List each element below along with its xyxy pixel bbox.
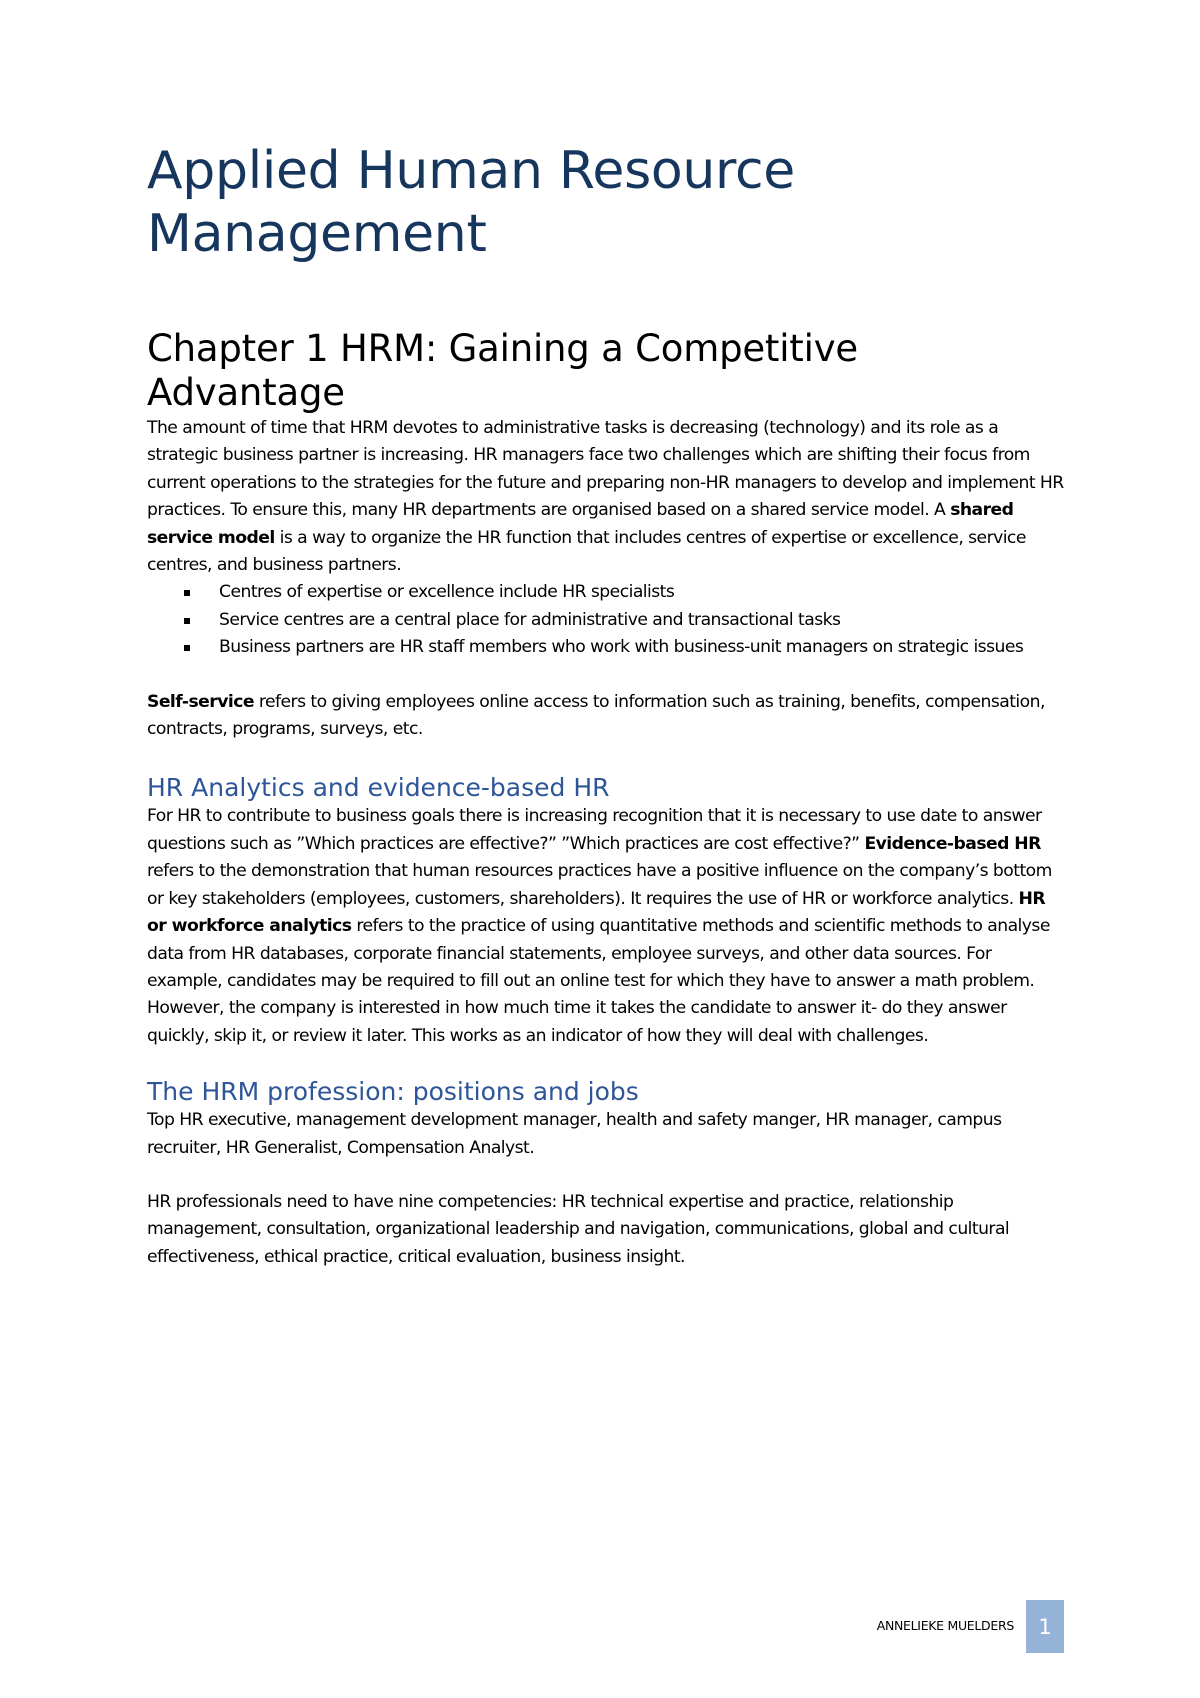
analytics-text-2: refers to the demonstration that human resources practices have a positive influence on the company’s bottom or key stakeholders (employees, customers, shareholders). It requires the use of HR or workforce analytics. [147,861,1052,909]
service-model-list [147,579,1067,661]
analytics-heading: HR Analytics and evidence-based HR [147,773,610,803]
chapter-title: Chapter 1 HRM: Gaining a Competitive Advantage [147,327,858,414]
document-title: Applied Human Resource Management [147,141,795,264]
profession-heading: The HRM profession: positions and jobs [147,1077,639,1107]
square-bullet-icon [184,590,190,596]
evidence-based-term: Evidence-based HR [864,833,1041,854]
self-service-term: Self-service [147,691,254,712]
analytics-text-3: refers to the practice of using quantitative methods and scientific methods to analyse data from HR databases, corporate financial statements, employee surveys, and other data sources. For example, candidates may be required to fill out an online test for which they have to answer a math problem. However, the company is interested in how much time it takes the candidate to answer it- do they answer quickly, skip it, or review it later. This works as an indicator of how they will deal with challenges. [147,916,1050,1046]
intro-text-2: is a way to organize the HR function that includes centres of expertise or excellence, service centres, and business partners. [147,527,1026,576]
page-number: 1 [1026,1600,1064,1653]
analytics-paragraph [147,803,1067,1050]
intro-paragraph [147,415,1067,579]
workforce-analytics-term: HR or workforce analytics [147,888,1046,937]
self-service-paragraph [147,689,1067,744]
square-bullet-icon [184,618,190,624]
list-item-text: Centres of expertise or excellence include HR specialists [219,582,675,603]
list-item [147,607,1067,634]
competencies-paragraph: HR professionals need to have nine competencies: HR technical expertise and practice, relationship management, consultation, organizational leadership and navigation, communications, global and cultural effectiveness, ethical practice, critical evaluation, business insight. [147,1191,1010,1267]
list-item-text: Business partners are HR staff members who work with business-unit managers on strategic issues [219,637,1024,658]
list-item [147,579,1067,606]
list-item [147,634,1067,661]
square-bullet-icon [184,645,190,651]
intro-bold-term: shared service model [147,500,1014,548]
analytics-text-1: For HR to contribute to business goals there is increasing recognition that it is necessary to use date to answer questions such as ”Which practices are effective?” ”Which practices are cost effective?” [147,806,1042,854]
document-page [147,140,1067,1271]
positions-paragraph: Top HR executive, management development manager, health and safety manger, HR manager, campus recruiter, HR Generalist, Compensation Analyst. [147,1110,1002,1158]
list-item-text: Service centres are a central place for administrative and transactional tasks [219,609,841,630]
footer-author: ANNELIEKE MUELDERS [876,1618,1014,1633]
self-service-text: refers to giving employees online access to information such as training, benefits, compensation, contracts, programs, surveys, etc. [147,691,1045,740]
intro-text-1: The amount of time that HRM devotes to administrative tasks is decreasing (technology) and its role as a strategic business partner is increasing. HR managers face two challenges which are shifting their focus from current operations to the strategies for the future and preparing non-HR managers to develop and implement HR practices. To ensure this, many HR departments are organised based on a shared service model. A [147,418,1064,521]
